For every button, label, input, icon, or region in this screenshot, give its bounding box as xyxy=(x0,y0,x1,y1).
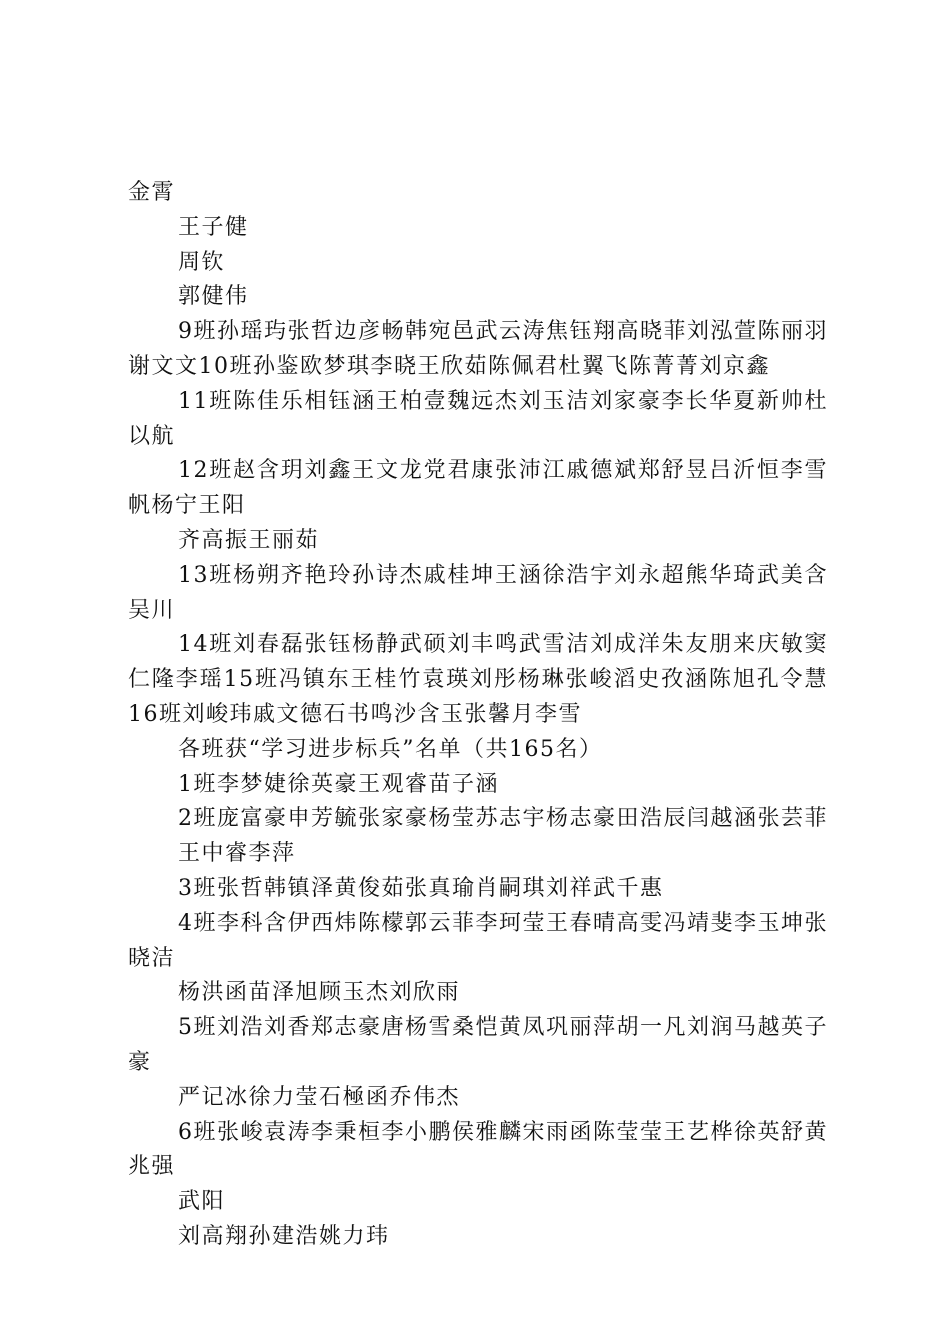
paragraph: 齐高振王丽茹 xyxy=(178,527,320,553)
paragraph: 12班赵含玥刘鑫王文龙党君康张沛江戚德斌郑舒昱吕沂恒李雪帆杨宁王阳 xyxy=(128,458,828,519)
document-body xyxy=(128,176,828,1255)
paragraph: 5班刘浩刘香郑志豪唐杨雪桑恺黄凤巩丽萍胡一凡刘润马越英子豪 xyxy=(128,1015,828,1075)
paragraph: 1班李梦婕徐英豪王观睿苗子涵 xyxy=(178,771,499,797)
paragraph: 3班张哲韩镇泽黄俊茹张真瑜肖嗣琪刘祥武千惠 xyxy=(178,875,664,901)
paragraph: 14班刘春磊张钰杨静武硕刘丰鸣武雪洁刘成洋朱友朋来庆敏窦仁隆李瑶15班冯镇东王桂竹袁瑛刘彤杨琳张峻滔史孜涵陈旭孔令慧16班刘峻玮戚文德石书鸣沙含玉张馨月李雪 xyxy=(128,632,828,727)
paragraph: 11班陈佳乐相钰涵王柏壹魏远杰刘玉洁刘家豪李长华夏新帅杜以航 xyxy=(128,388,828,449)
paragraph: 刘高翔孙建浩姚力玮 xyxy=(178,1223,390,1249)
paragraph: 郭健伟 xyxy=(178,284,249,310)
paragraph: 周钦 xyxy=(178,249,226,275)
paragraph: 王中睿李萍 xyxy=(178,841,296,867)
paragraph: 9班孙瑶玙张哲边彦畅韩宛邑武云涛焦钰翔高晓菲刘泓萱陈丽羽谢文文10班孙鉴欧梦琪李晓王欣茹陈佩君杜翼飞陈菁菁刘京鑫 xyxy=(128,319,828,379)
paragraph: 严记冰徐力莹石極函乔伟杰 xyxy=(178,1084,461,1110)
paragraph: 王子健 xyxy=(178,214,249,240)
paragraph: 杨洪函苗泽旭顾玉杰刘欣雨 xyxy=(178,980,461,1006)
paragraph: 武阳 xyxy=(178,1189,226,1215)
paragraph: 4班李科含伊西炜陈檬郭云菲李珂莹王春晴高雯冯靖斐李玉坤张晓洁 xyxy=(128,910,828,971)
paragraph: 6班张峻袁涛李秉桓李小鹏侯雅麟宋雨函陈莹莹王艺桦徐英舒黄兆强 xyxy=(128,1119,828,1180)
section-heading: 各班获“学习进步标兵”名单（共165名） xyxy=(178,736,603,762)
paragraph: 2班庞富豪申芳毓张家豪杨莹苏志宇杨志豪田浩辰闫越涵张芸菲 xyxy=(178,806,828,832)
paragraph: 金霄 xyxy=(128,180,176,205)
paragraph: 13班杨朔齐艳玲孙诗杰戚桂坤王涵徐浩宇刘永超熊华琦武美含吴川 xyxy=(128,562,828,623)
